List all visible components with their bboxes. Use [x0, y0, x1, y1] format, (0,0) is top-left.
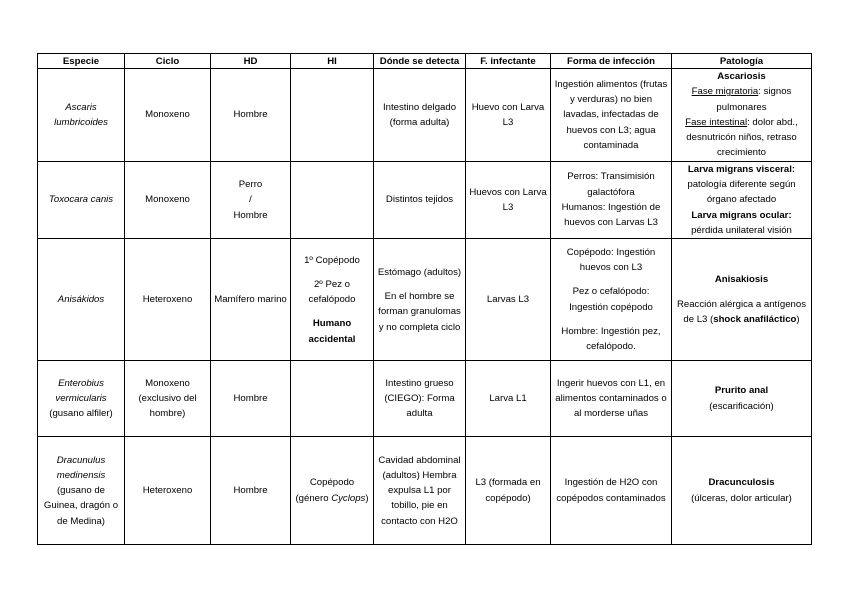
pathology-title: Larva migrans visceral: — [687, 163, 796, 175]
header-f-infectante: F. infectante — [466, 54, 551, 69]
cell-forma-infeccion: Ingerir huevos con L1, en alimentos contaminados o al morderse uñas — [551, 361, 672, 437]
cell-f-infectante: Huevo con Larva L3 — [466, 69, 551, 162]
header-especie: Especie — [38, 54, 125, 69]
phase-text: : signos pulmonares — [716, 86, 792, 113]
pathology-title: Dracunculosis — [708, 477, 775, 489]
phase-text: : dolor abd., desnutricón niños, retraso crecimiento — [686, 116, 798, 159]
table-row — [38, 239, 812, 361]
cell-ciclo: Monoxeno — [125, 69, 211, 162]
cell-f-infectante: L3 (formada en copépodo) — [466, 437, 551, 545]
pathology-title: Ascariosis — [717, 71, 766, 82]
cell-hi — [291, 361, 374, 437]
species-name: Enterobius vermicularis — [55, 377, 107, 405]
location-line: Estómago (adultos) — [377, 266, 462, 278]
species-name: Toxocara canis — [48, 194, 114, 206]
host-line: Perro — [238, 179, 263, 191]
cell-donde: Intestino delgado (forma adulta) — [374, 69, 466, 162]
cell-hi — [291, 161, 374, 238]
location-line: En el hombre se forman granulomas y no completa ciclo — [378, 290, 461, 333]
pathology-title: Prurito anal — [714, 385, 769, 397]
species-name: Anisákidos — [57, 294, 105, 306]
parasite-table — [37, 53, 812, 545]
header-hi: HI — [291, 54, 374, 69]
pathology-title: Anisakiosis — [714, 274, 769, 286]
cell-forma-infeccion — [551, 239, 672, 361]
header-row — [38, 54, 812, 69]
cell-hi — [291, 437, 374, 545]
cell-donde: Cavidad abdominal (adultos) Hembra expulsa L1 por tobillo, pie en contacto con H2O — [374, 437, 466, 545]
cell-forma-infeccion: Ingestión de H2O con copépodos contaminados — [551, 437, 672, 545]
species-name: Dracunulus medinensis — [56, 454, 106, 481]
cell-patologia — [672, 69, 812, 162]
host-genus: Cyclops — [331, 492, 366, 504]
cell-patologia — [672, 437, 812, 545]
cell-patologia — [672, 161, 812, 238]
infection-line: Pez o cefalópodo: Ingestión copépodo — [569, 286, 653, 313]
cell-f-infectante: Huevos con Larva L3 — [466, 161, 551, 238]
cell-ciclo: Heteroxeno — [125, 239, 211, 361]
table-row — [38, 437, 812, 545]
cell-forma-infeccion: Ingestión alimentos (frutas y verduras) no bien lavadas, infectadas de huevos con L3; agua contaminada — [551, 69, 672, 162]
cell-donde: Distintos tejidos — [374, 161, 466, 238]
pathology-text — [674, 297, 809, 328]
pathology-line — [674, 115, 809, 161]
phase-label: Fase migratoria — [691, 86, 759, 98]
cell-especie — [38, 161, 125, 238]
species-common-name: (gusano alfiler) — [49, 408, 113, 420]
table-row — [38, 69, 812, 162]
cell-especie — [38, 69, 125, 162]
infection-line: Copépodo: Ingestión huevos con L3 — [566, 246, 656, 274]
pathology-line — [674, 84, 809, 115]
pathology-text: (úlceras, dolor articular) — [691, 492, 792, 504]
cell-hi — [291, 69, 374, 162]
header-forma-infeccion: Forma de infección — [551, 54, 672, 69]
cell-donde: Intestino grueso (CIEGO): Forma adulta — [374, 361, 466, 437]
infection-line: Hombre: Ingestión pez, cefalópodo. — [561, 326, 661, 353]
cell-ciclo: Monoxeno (exclusivo del hombre) — [125, 361, 211, 437]
header-ciclo: Ciclo — [125, 54, 211, 69]
host-text: Copépodo (género — [295, 477, 355, 504]
cell-especie — [38, 361, 125, 437]
cell-especie — [38, 437, 125, 545]
host-line: Humano accidental — [308, 318, 356, 345]
species-common-name: (gusano de Guinea, dragón o de Medina) — [43, 485, 119, 527]
infection-line: Perros: Transimisión galactófora — [567, 171, 655, 198]
pathology-text: patología diferente según órgano afectado — [687, 179, 796, 206]
cell-ciclo: Heteroxeno — [125, 437, 211, 545]
host-text: ) — [365, 492, 369, 504]
host-line: / — [249, 194, 252, 206]
pathology-text: (escarificación) — [709, 400, 774, 412]
pathology-text-part: Reacción alérgica a antígenos de L3 ( — [676, 298, 807, 325]
cell-f-infectante: Larvas L3 — [466, 239, 551, 361]
header-hd: HD — [211, 54, 291, 69]
pathology-text-part: ) — [796, 313, 800, 325]
cell-especie — [38, 239, 125, 361]
table-row — [38, 361, 812, 437]
phase-label: Fase intestinal — [685, 116, 748, 128]
pathology-title: Larva migrans ocular: — [691, 209, 792, 221]
cell-hd: Hombre — [211, 361, 291, 437]
host-line: 1º Copépodo — [304, 254, 360, 266]
pathology-text: pérdida unilateral visión — [691, 224, 792, 236]
cell-forma-infeccion — [551, 161, 672, 238]
species-name: Ascaris lumbricoides — [54, 101, 108, 128]
cell-patologia — [672, 361, 812, 437]
header-donde: Dónde se detecta — [374, 54, 466, 69]
table-row — [38, 161, 812, 238]
infection-line: Humanos: Ingestión de huevos con Larvas L3 — [561, 202, 661, 229]
cell-hi — [291, 239, 374, 361]
cell-hd — [211, 161, 291, 238]
cell-ciclo: Monoxeno — [125, 161, 211, 238]
cell-hd: Hombre — [211, 69, 291, 162]
host-line: 2º Pez o cefalópodo — [308, 278, 356, 306]
cell-hd: Mamífero marino — [211, 239, 291, 361]
cell-patologia — [672, 239, 812, 361]
header-patologia: Patología — [672, 54, 812, 69]
cell-donde — [374, 239, 466, 361]
cell-f-infectante: Larva L1 — [466, 361, 551, 437]
cell-hd: Hombre — [211, 437, 291, 545]
pathology-emphasis: shock anafiláctico — [713, 313, 797, 325]
host-line: Hombre — [233, 209, 268, 221]
